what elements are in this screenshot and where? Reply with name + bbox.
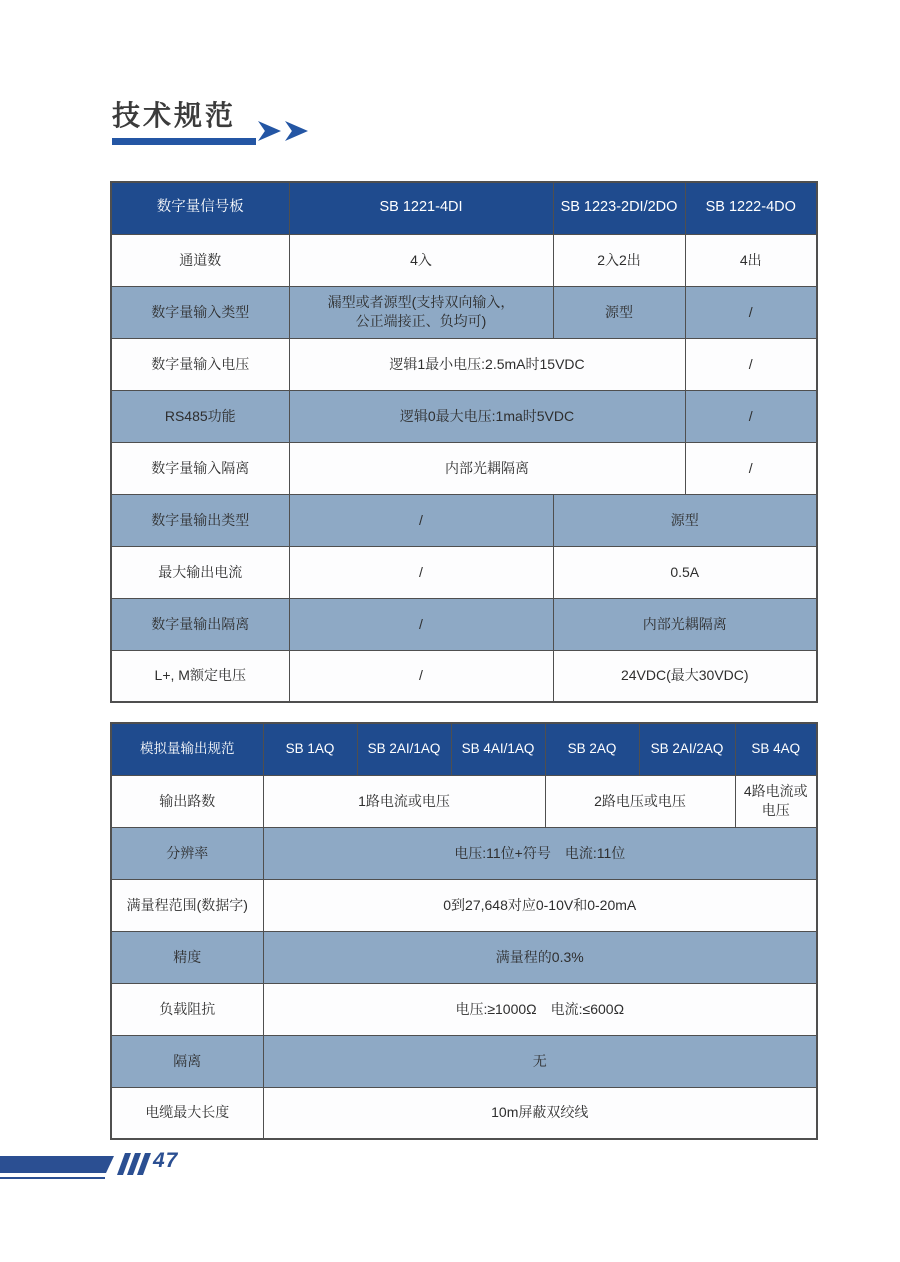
cell: 满量程的0.3% xyxy=(263,931,817,983)
table-row xyxy=(111,775,817,827)
cell: / xyxy=(685,338,817,390)
arrow-right-icon xyxy=(258,121,281,141)
table-row xyxy=(111,494,817,546)
column-header: SB 2AQ xyxy=(545,723,639,775)
column-header: 数字量信号板 xyxy=(111,182,289,234)
triple-slash-icon xyxy=(121,1153,147,1175)
row-label: 数字量输出类型 xyxy=(111,494,289,546)
arrow-right-icon xyxy=(285,121,308,141)
row-label: 数字量输入隔离 xyxy=(111,442,289,494)
cell: 4出 xyxy=(685,234,817,286)
table-row xyxy=(111,1035,817,1087)
cell: 无 xyxy=(263,1035,817,1087)
cell: / xyxy=(289,650,553,702)
column-header: SB 1221-4DI xyxy=(289,182,553,234)
row-label: 通道数 xyxy=(111,234,289,286)
cell: 24VDC(最大30VDC) xyxy=(553,650,817,702)
cell: / xyxy=(685,442,817,494)
table-header-row xyxy=(111,182,817,234)
column-header: SB 1AQ xyxy=(263,723,357,775)
table-row xyxy=(111,983,817,1035)
row-label: 负载阻抗 xyxy=(111,983,263,1035)
cell: 内部光耦隔离 xyxy=(553,598,817,650)
cell: 电压:≥1000Ω 电流:≤600Ω xyxy=(263,983,817,1035)
column-header: SB 1223-2DI/2DO xyxy=(553,182,685,234)
cell: / xyxy=(289,494,553,546)
analog-output-spec-table xyxy=(110,722,818,1140)
row-label: 数字量输入电压 xyxy=(111,338,289,390)
cell: 10m屏蔽双绞线 xyxy=(263,1087,817,1139)
page-number: 47 xyxy=(153,1149,179,1172)
cell: 4入 xyxy=(289,234,553,286)
table-row xyxy=(111,827,817,879)
table-row xyxy=(111,338,817,390)
cell: 0.5A xyxy=(553,546,817,598)
cell: 电压:11位+符号 电流:11位 xyxy=(263,827,817,879)
row-label: 最大输出电流 xyxy=(111,546,289,598)
cell: / xyxy=(289,598,553,650)
table-row xyxy=(111,879,817,931)
column-header: 模拟量输出规范 xyxy=(111,723,263,775)
cell: / xyxy=(685,390,817,442)
row-label: L+, M额定电压 xyxy=(111,650,289,702)
column-header: SB 1222-4DO xyxy=(685,182,817,234)
table-row xyxy=(111,286,817,338)
row-label: 输出路数 xyxy=(111,775,263,827)
cell xyxy=(289,286,553,338)
cell: 2入2出 xyxy=(553,234,685,286)
footer-thin-line xyxy=(0,1177,105,1179)
table-row xyxy=(111,390,817,442)
table-row xyxy=(111,442,817,494)
cell: 源型 xyxy=(553,494,817,546)
column-header: SB 4AI/1AQ xyxy=(451,723,545,775)
digital-signal-board-table xyxy=(110,181,818,703)
double-chevron-right-icon xyxy=(258,121,308,141)
cell: 4路电流或电压 xyxy=(735,775,817,827)
title-underline xyxy=(112,138,256,145)
section-title-block xyxy=(112,99,256,145)
footer-bar xyxy=(0,1156,114,1173)
page-title: 技术规范 xyxy=(112,100,237,131)
table-row xyxy=(111,650,817,702)
table-row xyxy=(111,931,817,983)
column-header: SB 2AI/1AQ xyxy=(357,723,451,775)
cell: 逻辑0最大电压:1ma时5VDC xyxy=(289,390,685,442)
table-row xyxy=(111,234,817,286)
row-label: RS485功能 xyxy=(111,390,289,442)
row-label: 满量程范围(数据字) xyxy=(111,879,263,931)
table-header-row xyxy=(111,723,817,775)
row-label: 隔离 xyxy=(111,1035,263,1087)
cell: 0到27,648对应0-10V和0-20mA xyxy=(263,879,817,931)
row-label: 电缆最大长度 xyxy=(111,1087,263,1139)
cell: 逻辑1最小电压:2.5mA时15VDC xyxy=(289,338,685,390)
cell-line: 公正端接正、负均可) xyxy=(355,313,487,329)
table-row xyxy=(111,546,817,598)
cell: 1路电流或电压 xyxy=(263,775,545,827)
row-label: 数字量输入类型 xyxy=(111,286,289,338)
column-header: SB 4AQ xyxy=(735,723,817,775)
cell: / xyxy=(289,546,553,598)
cell-line: 漏型或者源型(支持双向输入， xyxy=(327,294,515,311)
cell: 内部光耦隔离 xyxy=(289,442,685,494)
cell: 源型 xyxy=(553,286,685,338)
row-label: 数字量输出隔离 xyxy=(111,598,289,650)
table-row xyxy=(111,1087,817,1139)
row-label: 分辨率 xyxy=(111,827,263,879)
cell: 2路电压或电压 xyxy=(545,775,735,827)
row-label: 精度 xyxy=(111,931,263,983)
column-header: SB 2AI/2AQ xyxy=(639,723,735,775)
table-row xyxy=(111,598,817,650)
cell: / xyxy=(685,286,817,338)
